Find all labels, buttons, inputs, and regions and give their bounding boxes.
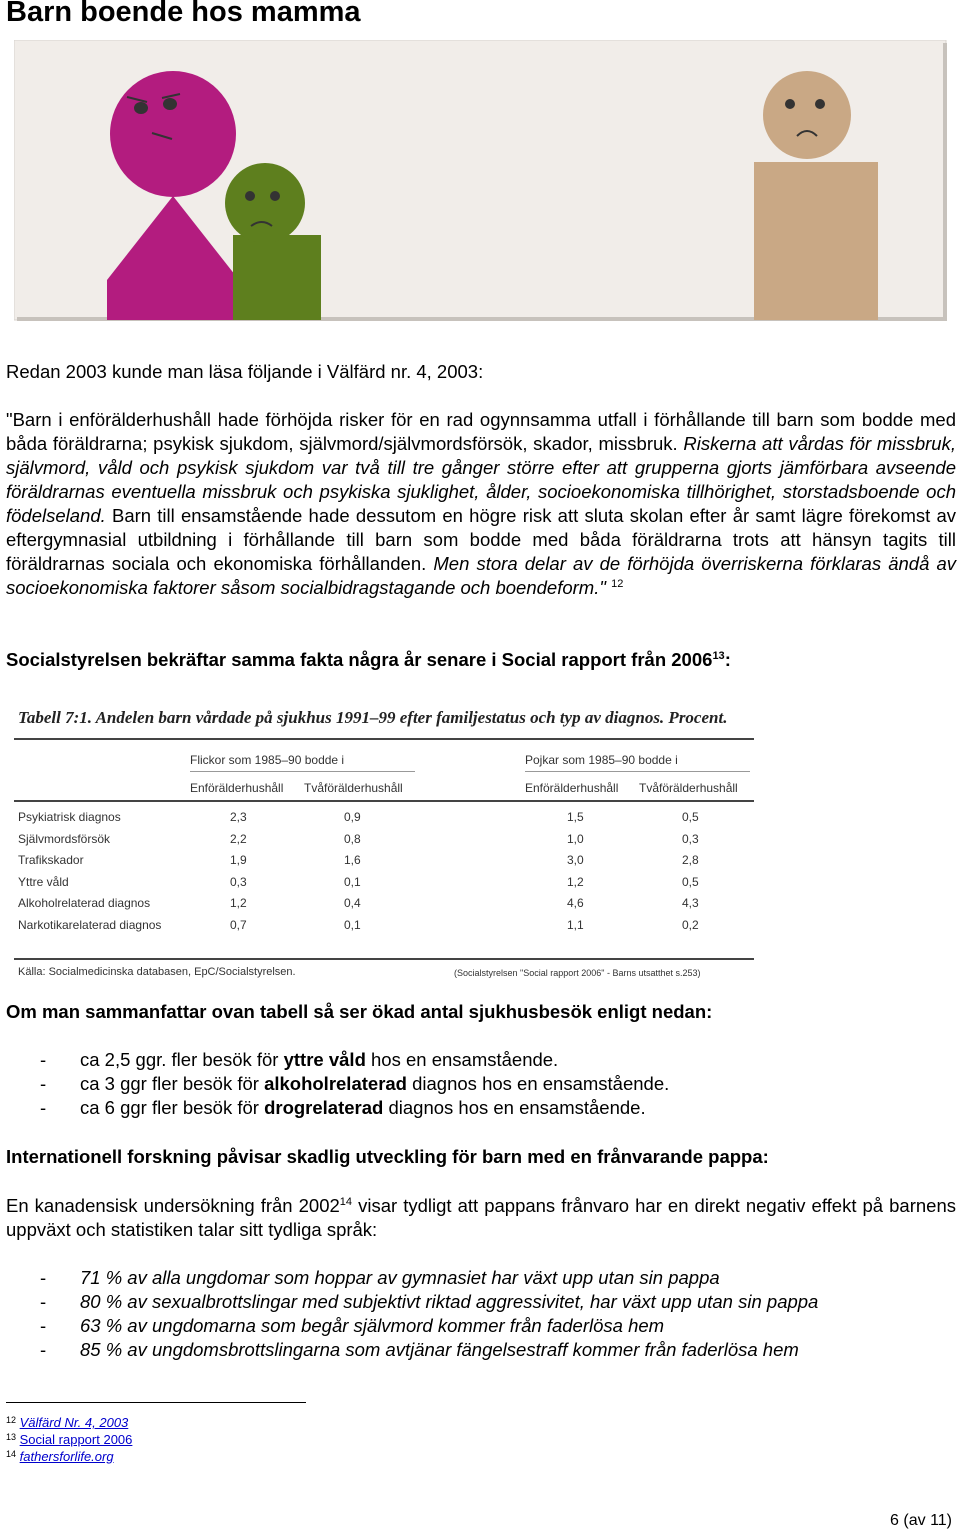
table-cell: 2,8 [682, 853, 699, 867]
table-cell: 1,9 [230, 853, 247, 867]
table-cell: 0,9 [344, 810, 361, 824]
quote-italic-part: Riskerna att vårdas för missbruk, självmord, våld och psykisk sjukdom var två till tre gånger större efter att grupperna gjorts jämförbara avseende föräldrarnas eventuella missbruk och psykiska sjuklighet, ålder, socioekonomiska tillhörighet, storstadsboende och födelseland. [6, 433, 956, 526]
table-row-label: Yttre våld [18, 874, 69, 889]
table-cell: 3,0 [567, 853, 584, 867]
table-cell: 0,1 [344, 917, 361, 932]
footnote-ref-12: 12 [611, 578, 624, 590]
stat-item: - 80 % av sexualbrottslingar med subjektivt riktad aggressivitet, har växt upp utan sin pappa [40, 1291, 819, 1312]
table-cell: 4,3 [682, 896, 699, 910]
table-cell: 1,2 [567, 874, 584, 889]
socialstyrelsen-heading [6, 648, 731, 672]
table-cell: 0,5 [682, 874, 699, 889]
col-boys-single: Enförälderhushåll [525, 781, 619, 795]
table-source: Källa: Socialmedicinska databasen, EpC/Socialstyrelsen. [18, 966, 296, 978]
mother-eye-right [163, 98, 177, 110]
table-cell: 2,3 [230, 810, 247, 824]
canada-paragraph: En kanadensisk undersökning från 2002$^{14}$ visar tydligt att pappans frånvaro har en direkt negativ effekt på barnens uppväxt och statistiken talar sitt tydliga språk: [6, 1195, 956, 1240]
footnote-link-14[interactable]: fathersforlife.org [19, 1449, 114, 1464]
summary-list [6, 1048, 906, 1120]
table-cell: 0,1 [344, 874, 361, 889]
table-cell: 0,7 [230, 917, 247, 932]
page-number: 6 (av 11) [890, 1512, 952, 1529]
summary-heading: Om man sammanfattar ovan tabell så ser ökad antal sjukhusbesök enligt nedan: [6, 1001, 713, 1022]
quote-italic-part2: Men stora delar av de förhöjda överriskerna förklaras ändå av socioekonomiska faktorer såsom socialbidragstagande och boendeform." [6, 553, 957, 598]
family-figures-svg [14, 40, 949, 322]
group-girls-label: Flickor som 1985–90 bodde i [190, 753, 345, 767]
table-cell: 2,2 [230, 831, 247, 846]
child-head [225, 163, 305, 243]
family-illustration [14, 40, 949, 322]
summary-item: - ca 6 ggr fler besök för drogrelaterad diagnos hos en ensamstående. [40, 1097, 646, 1118]
stat-item: - 85 % av ungdomsbrottslingarna som avtjänar fängelsestraff kommer från faderlösa hem [40, 1339, 799, 1360]
table-cell: 0,8 [344, 831, 361, 846]
father-body [754, 162, 878, 320]
heading2-colon: : [724, 649, 731, 670]
table-source-right: (Socialstyrelsen "Social rapport 2006" - Barns utsatthet s.253) [454, 968, 701, 978]
col-boys-two: Tvåförälderhushåll [639, 781, 738, 795]
footnote-14: $^{14}$ fathersforlife.org [6, 1449, 114, 1464]
child-body [233, 235, 321, 320]
heading2-text: Socialstyrelsen bekräftar samma fakta några år senare i Social rapport från 2006 [6, 649, 713, 670]
table-cell: 0,5 [682, 810, 699, 824]
footnote-ref-14: 14 [339, 1196, 353, 1208]
table-cell: 1,0 [567, 831, 584, 846]
table-row-label: Trafikskador [18, 853, 84, 867]
table-row-label: Psykiatrisk diagnos [18, 810, 121, 824]
mother-eye-left [134, 102, 148, 114]
table-row-label: Narkotikarelaterad diagnos [18, 917, 162, 932]
quote-normal-part: Barn till ensamstående hade dessutom en högre risk att sluta skolan efter år samt lägre förekomst av eftergymnasial utbildning i förhållande till barn som bodde med båda föräldrarna trots att hänsyn tagits till föräldrarnas sociala och ekonomiska förhållanden. [6, 505, 956, 574]
footnotes [6, 1414, 132, 1465]
footnote-link-12[interactable]: Välfärd Nr. 4, 2003 [19, 1415, 129, 1430]
table-cell: 1,6 [344, 853, 361, 867]
stat-item: - 71 % av alla ungdomar som hoppar av gymnasiet har växt upp utan sin pappa [40, 1267, 720, 1288]
table-7-1 [14, 700, 754, 988]
col-girls-two: Tvåförälderhushåll [304, 781, 403, 795]
father-head [763, 71, 851, 159]
summary-item: - ca 3 ggr fler besök för alkoholrelaterad diagnos hos en ensamstående. [40, 1073, 670, 1094]
table-title: Tabell 7:1. Andelen barn vårdade på sjukhus 1991–99 efter familjestatus och typ av diagnos. Procent. [18, 708, 728, 727]
col-girls-single: Enförälderhushåll [190, 781, 284, 795]
summary-item: - ca 2,5 ggr. fler besök för yttre våld hos en ensamstående. [40, 1049, 559, 1070]
table-cell: 4,6 [567, 896, 584, 910]
intro-text: Redan 2003 kunde man läsa följande i Välfärd nr. 4, 2003: [6, 361, 484, 382]
footnote-separator [6, 1402, 306, 1403]
group-boys-label: Pojkar som 1985–90 bodde i [525, 753, 678, 767]
table-cell: 1,1 [567, 917, 584, 932]
footnote-12: $^{12}$ Välfärd Nr. 4, 2003 [6, 1415, 129, 1430]
table-row-label: Alkoholrelaterad diagnos [18, 896, 151, 910]
page-title: Barn boende hos mamma [6, 0, 361, 28]
footnote-ref-13: 13 [712, 650, 725, 662]
mother-head [110, 71, 236, 197]
table-cell: 0,2 [682, 917, 699, 932]
table-cell: 0,4 [344, 896, 361, 910]
table-cell: 0,3 [682, 831, 699, 846]
table-cell: 1,2 [230, 896, 247, 910]
international-heading: Internationell forskning påvisar skadlig utveckling för barn med en frånvarande pappa: [6, 1146, 769, 1167]
table-row-label: Självmordsförsök [18, 831, 111, 846]
table-cell: 1,5 [567, 810, 584, 824]
table-cell: 0,3 [230, 874, 247, 889]
quote-line1: "Barn i enförälderhushåll hade förhöjda risker för en rad ogynnsamma utfall i förhållande till barn som bodde med båda föräldrarna; psykisk sjukdom, självmord/självmordsförsök, skador, missbruk. [6, 409, 956, 454]
footnote-link-13[interactable]: Social rapport 2006 [19, 1432, 133, 1447]
quote-paragraph [6, 408, 956, 600]
footnote-13: $^{13}$ Social rapport 2006 [6, 1432, 133, 1447]
stats-list [6, 1266, 946, 1362]
stat-item: - 63 % av ungdomarna som begår självmord kommer från faderlösa hem [40, 1315, 665, 1336]
